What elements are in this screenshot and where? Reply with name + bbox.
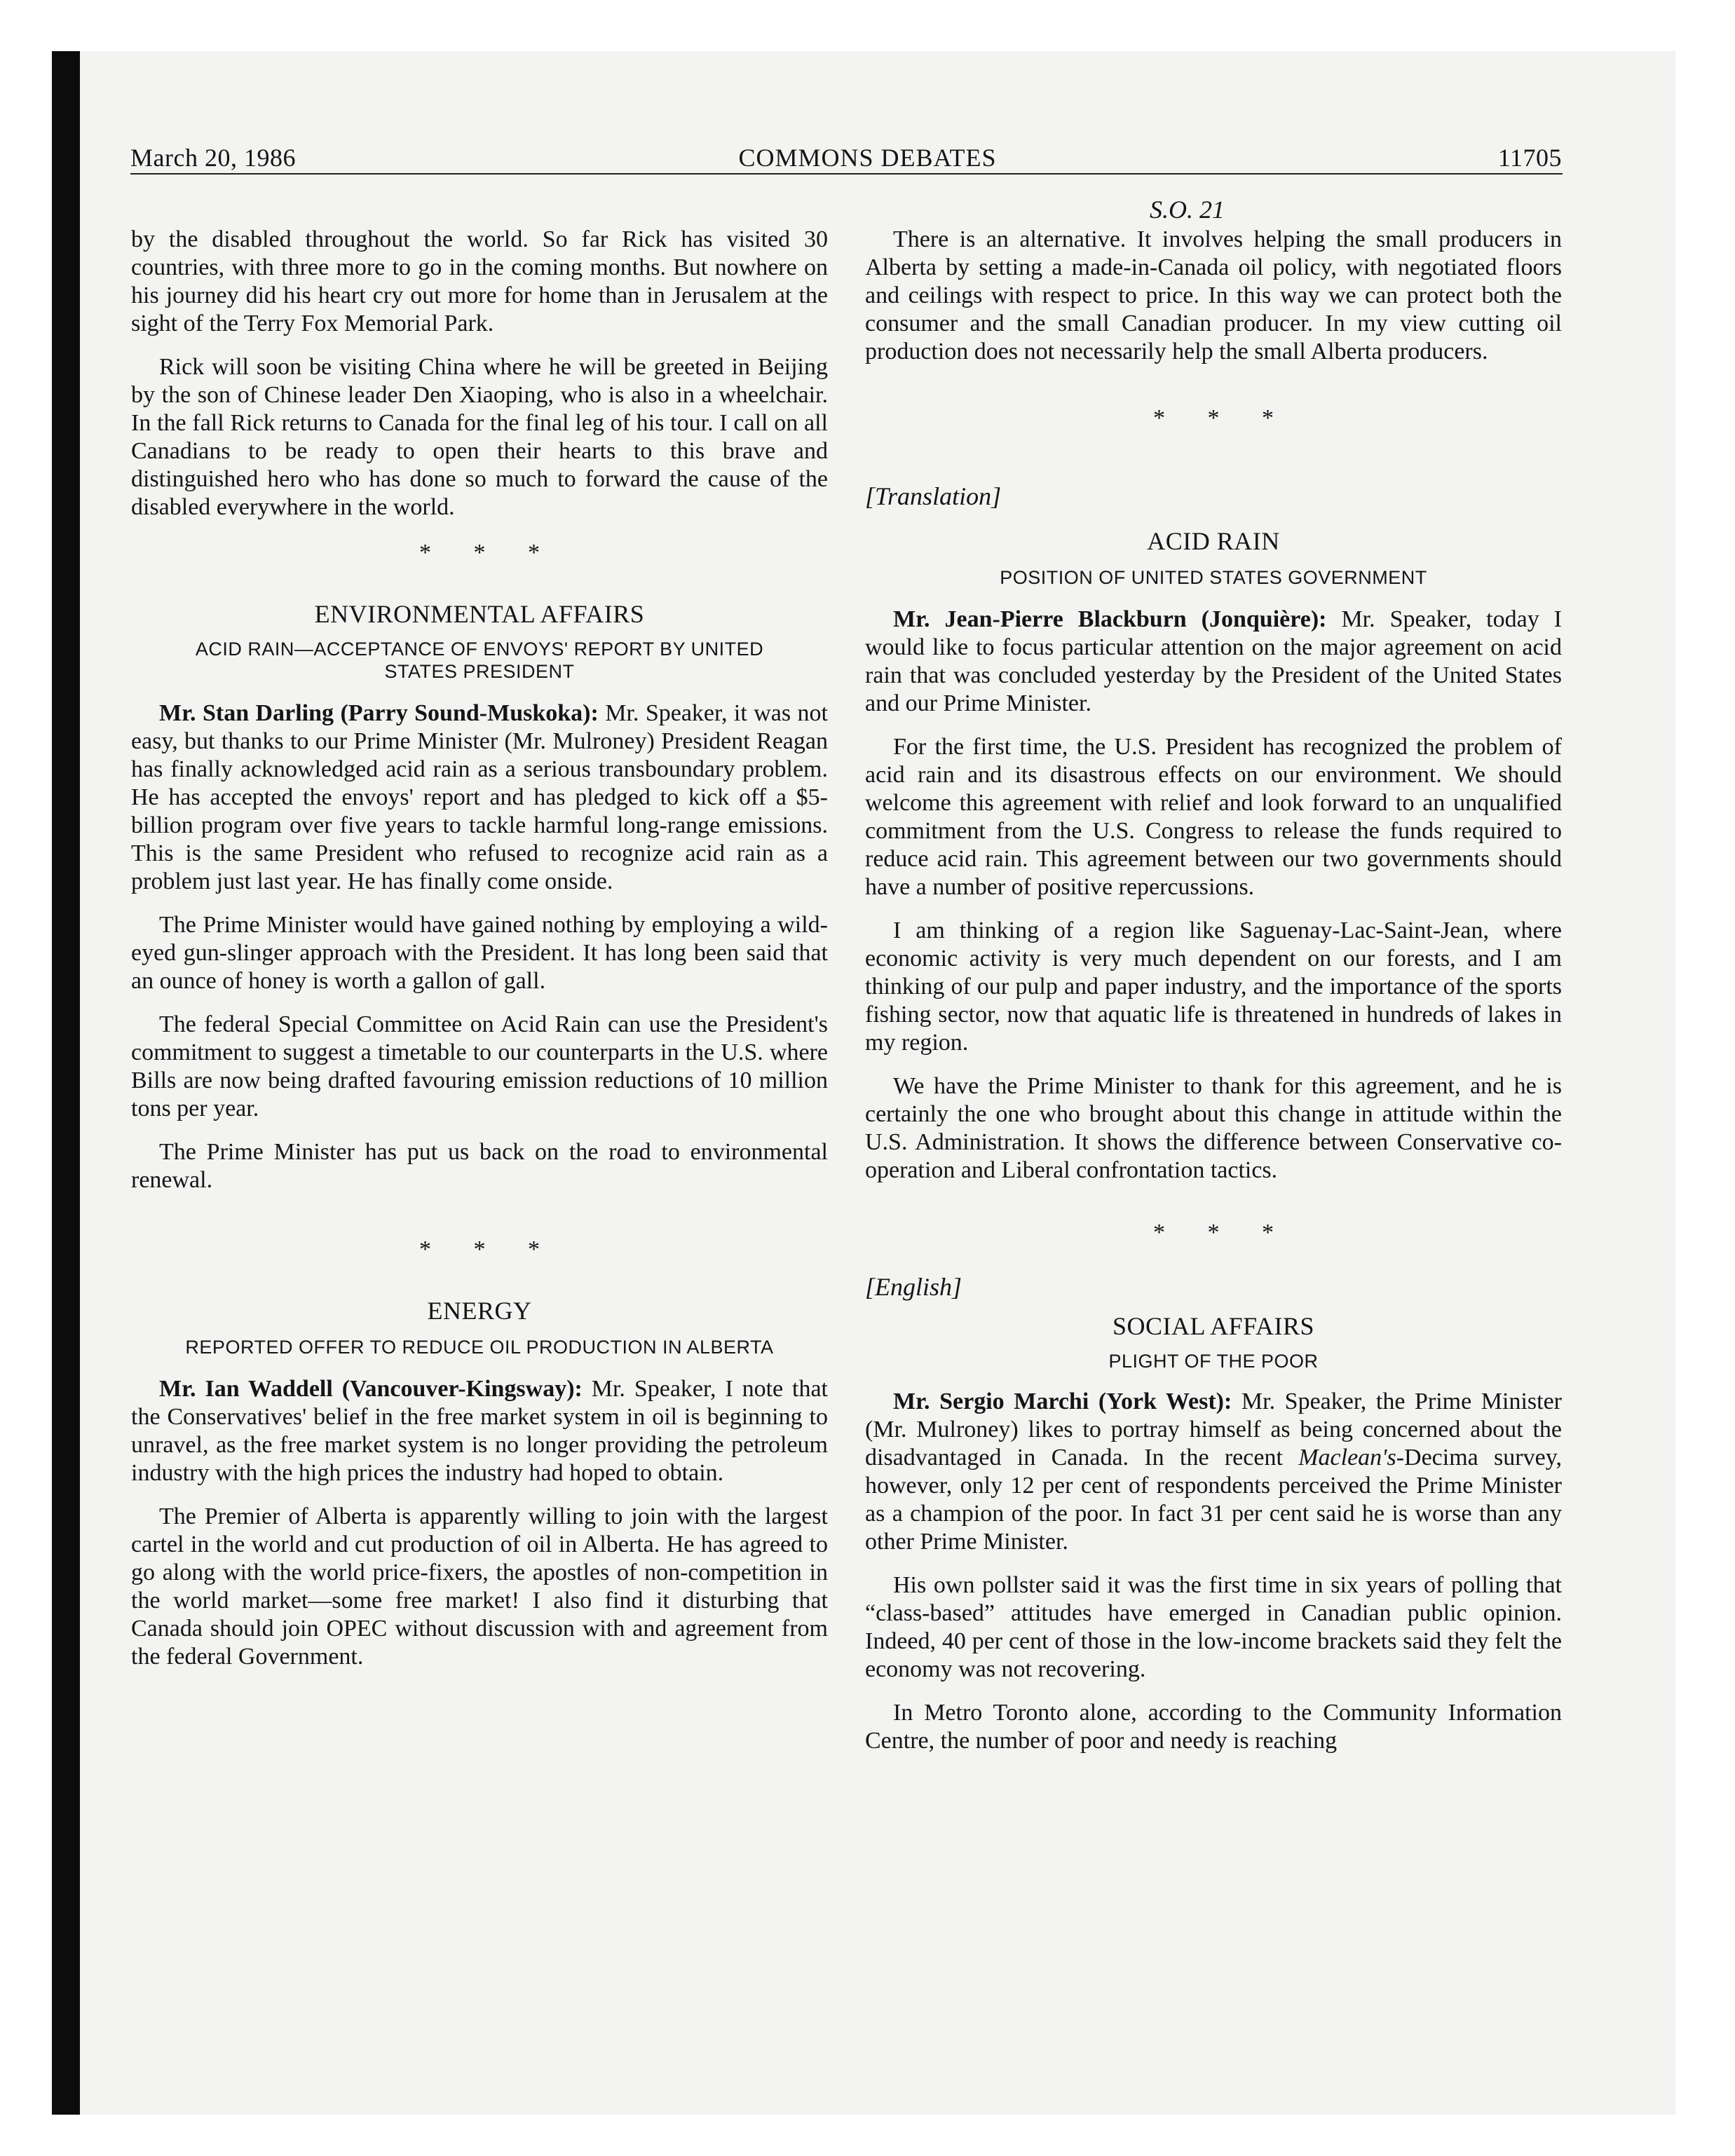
translation-note: [Translation] [865,482,1002,510]
section-heading: SOCIAL AFFAIRS [1112,1312,1315,1340]
section-separator: * * * [419,540,558,566]
paragraph: The federal Special Committee on Acid Rain can use the President's commitment to suggest a timetable to our counterparts in the U.S. where Bills are now being drafted favouring emission reductions of 10 million tons per year. [131,1011,828,1121]
paragraph [131,700,828,896]
section-subheading: REPORTED OFFER TO REDUCE OIL PRODUCTION IN ALBERTA [185,1337,774,1358]
speaker-name: Mr. Jean-Pierre Blackburn (Jonquière): [893,606,1327,632]
paragraph-text: Mr. Speaker, today I would like to focus particular attention on the major agreement on acid rain that was concluded yesterday by the President of the United States and our Prime Minister. [865,606,1562,716]
paragraph-text: Mr. Speaker, it was not easy, but thanks to our Prime Minister (Mr. Mulroney) President Reagan has finally acknowledged acid rain as a serious transboundary problem. He has accepted the envoys' report and has pledged to kick off a $5-billion program over five years to tackle harmful long-range emissions. This is the same President who refused to recognize acid rain as a problem just last year. He has finally come onside. [131,700,828,894]
paragraph: The Prime Minister has put us back on the road to environmental renewal. [131,1139,828,1193]
header-page-number: 11705 [1497,144,1562,172]
paragraph [865,1388,1562,1556]
right-column [865,226,1562,1755]
speaker-name: Mr. Ian Waddell (Vancouver-Kingsway): [159,1376,583,1402]
paragraph-text: Mr. Speaker, I note that the Conservatives' belief in the free market system in oil is beginning to unravel, as the free market system is no longer providing the petroleum industry with the high prices the industry had hoped to obtain. [131,1376,828,1486]
section-heading: ACID RAIN [1147,527,1280,555]
paragraph: In Metro Toronto alone, according to the Community Information Centre, the number of poor and needy is reaching [865,1700,1562,1754]
english-note: [English] [865,1273,962,1301]
header-date: March 20, 1986 [130,144,296,172]
paragraph-text: -Decima survey, however, only 12 per cent of respondents perceived the Prime Minister as a champion of the poor. In fact 31 per cent said he is worse than any other Prime Minister. [865,1445,1562,1555]
paragraph: The Premier of Alberta is apparently willing to join with the largest cartel in the world and cut production of oil in Alberta. He has agreed to go along with the world price-fixers, the apostles of non-competition in the world market—some free market! I also find it disturbing that Canada should join OPEC without discussion with and agreement from the federal Government. [131,1503,828,1670]
section-subheading: PLIGHT OF THE POOR [1108,1351,1319,1372]
section-heading: ENERGY [427,1297,532,1325]
paragraph [131,1375,828,1487]
paragraph: We have the Prime Minister to thank for this agreement, and he is certainly the one who brought about this change in attitude within the U.S. Administration. It shows the difference between Conservative co-operation and Liberal confrontation tactics. [865,1073,1562,1183]
paragraph: I am thinking of a region like Saguenay-Lac-Saint-Jean, where economic activity is very much dependent on our forests, and I am thinking of our pulp and paper industry, and the importance of the sports fishing sector, now that aquatic life is threatened in hundreds of lakes in my region. [865,917,1562,1056]
paragraph: For the first time, the U.S. President has recognized the problem of acid rain and its disastrous effects on our environment. We should welcome this agreement with relief and look forward to an unqualified commitment from the U.S. Congress to release the funds required to reduce acid rain. This agreement between our two governments should have a number of positive repercussions. [865,734,1562,900]
speaker-name: Mr. Stan Darling (Parry Sound-Muskoka): [159,700,599,726]
paragraph: His own pollster said it was the first time in six years of polling that “class-based” attitudes have emerged in Canadian public opinion. Indeed, 40 per cent of those in the low-income brackets said they felt the economy was not recovering. [865,1572,1562,1682]
paragraph-text: Mr. Speaker, the Prime Minister (Mr. Mulroney) likes to portray himself as being concerned about the disadvantaged in Canada. In the recent [865,1389,1562,1471]
section-separator: * * * [1153,405,1292,431]
section-separator: * * * [419,1236,558,1262]
header-rule [130,173,1563,175]
publication-title: Maclean's [1298,1445,1396,1471]
left-column [131,226,828,1671]
paragraph: Rick will soon be visiting China where he will be greeted in Beijing by the son of Chinese leader Den Xiaoping, who is also in a wheelchair. In the fall Rick returns to Canada for the final leg of his tour. I call on all Canadians to be ready to open their hearts to this brave and distinguished hero who has done so much to forward the cause of the disabled everywhere in the world. [131,354,828,520]
section-subheading: POSITION OF UNITED STATES GOVERNMENT [1000,567,1427,588]
standing-order-label: S.O. 21 [1150,196,1225,224]
paragraph: There is an alternative. It involves helping the small producers in Alberta by setting a made-in-Canada oil policy, with negotiated floors and ceilings with respect to price. In this way we can protect both the consumer and the small Canadian producer. In my view cutting oil production does not necessarily help the small Alberta producers. [865,226,1562,364]
header-title: COMMONS DEBATES [738,144,997,172]
section-separator: * * * [1153,1220,1292,1246]
paragraph: by the disabled throughout the world. So far Rick has visited 30 countries, with three more to go in the coming months. But nowhere on his journey did his heart cry out more for home than in Jerusalem at the sight of the Terry Fox Memorial Park. [131,226,828,336]
binding-edge [52,51,80,2115]
paragraph [865,606,1562,718]
paragraph: The Prime Minister would have gained nothing by employing a wild-eyed gun-slinger approach with the President. It has long been said that an ounce of honey is worth a gallon of gall. [131,912,828,994]
section-heading: ENVIRONMENTAL AFFAIRS [314,600,645,628]
section-subheading: ACID RAIN—ACCEPTANCE OF ENVOYS' REPORT BY UNITED STATES PRESIDENT [195,639,764,682]
speaker-name: Mr. Sergio Marchi (York West): [893,1389,1232,1414]
